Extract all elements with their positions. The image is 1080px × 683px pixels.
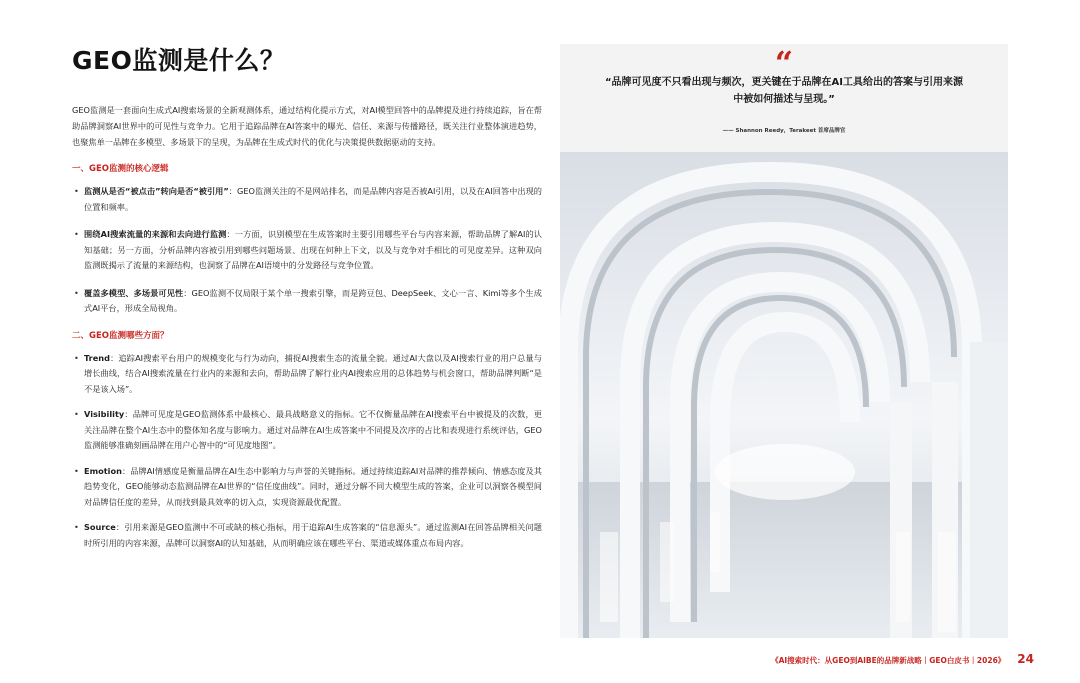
bullet-item <box>72 184 542 215</box>
monitoring-aspects-list <box>72 351 542 552</box>
section-heading-monitoring-aspects: 二、GEO监测哪些方面？ <box>72 330 169 341</box>
main-column <box>72 44 542 561</box>
bullet-item-emotion <box>72 464 542 511</box>
quote-text: “品牌可见度不只看出现与频次，更关键在于品牌在AI工具给出的答案与引用来源中被如何描述与呈现。” <box>604 77 964 105</box>
bullet-text: ：引用来源是GEO监测中不可或缺的核心指标，用于追踪AI生成答案的“信息源头”。通过监测AI在回答品牌相关问题时所引用的内容来源，品牌可以洞察AI的认知基础，从而明确应该在哪些平台、渠道或媒体重点布局内容。 <box>84 522 542 548</box>
quote-mark-icon: “ <box>774 44 794 82</box>
quote-panel <box>560 44 1008 152</box>
page-title: GEO监测是什么？ <box>72 46 286 75</box>
architecture-photo <box>560 152 1008 638</box>
bullet-item-trend <box>72 351 542 398</box>
bullet-term: Emotion <box>84 465 122 476</box>
bullet-item <box>72 227 542 274</box>
intro-paragraph: GEO监测是一套面向生成式AI搜索场景的全新观测体系，通过结构化提示方式，对AI模型回答中的品牌提及进行持续追踪，旨在帮助品牌洞察AI世界中的可见性与竞争力。它用于追踪品牌在AI答案中的曝光、信任、来源与传播路径，既关注行业整体演进趋势，也聚焦单一品牌在多模型、多场景下的呈现，为品牌在生成式时代的优化与决策提供数据驱动的支持。 <box>72 105 542 147</box>
bullet-term: Visibility <box>84 409 125 419</box>
bullet-text: ：品牌可见度是GEO监测体系中最核心、最具战略意义的指标。它不仅衡量品牌在AI搜索平台中被提及的次数，更关注品牌在整个AI生态中的整体知名度与影响力。通过对品牌在AI生成答案中不同提及次序的占比和表现进行系统评估，GEO监测能够准确刻画品牌在用户心智中的“可见度地图”。 <box>84 409 542 450</box>
arches-illustration <box>560 152 1008 638</box>
footer-publication-title: 《AI搜索时代：从GEO到AIBE的品牌新战略｜GEO白皮书｜2026》 <box>771 656 1006 665</box>
bullet-term: 围绕AI搜索流量的来源和去向进行监测 <box>84 229 227 239</box>
bullet-item-source <box>72 520 542 551</box>
core-logic-list <box>72 184 542 317</box>
bullet-text: ：品牌AI情感度是衡量品牌在AI生态中影响力与声誉的关键指标。通过持续追踪AI对品牌的推荐倾向、情感态度及其趋势变化，GEO能够动态监测品牌在AI世界的“信任度曲线”。同时，通过分解不同大模型生成的答案，企业可以洞察各模型间对品牌信任度的差异，从而找到最具效率的切入点，实现资源最优配置。 <box>84 465 542 507</box>
bullet-item <box>72 286 542 317</box>
bullet-term: 监测从是否“被点击”转向是否“被引用” <box>84 186 229 196</box>
page-footer <box>771 652 1034 666</box>
bullet-text: ：一方面，识别模型在生成答案时主要引用哪些平台与内容来源，帮助品牌了解AI的认知基础；另一方面，分析品牌内容被引用到哪些问题场景、出现在何种上下文，以及与竞争对手相比的可见度差异。这种双向监测既揭示了流量的来源结构，也洞察了品牌在AI语境中的分发路径与竞争位置。 <box>84 229 542 270</box>
bullet-text: ：追踪AI搜索平台用户的规模变化与行为动向，捕捉AI搜索生态的流量全貌。通过AI大盘以及AI搜索行业的用户总量与增长曲线，结合AI搜索流量在行业内的来源和去向，帮助品牌了解行业内AI搜索应用的总体趋势与机会窗口，帮助品牌判断“是不是该入场”。 <box>84 352 542 394</box>
bullet-text: ：GEO监测关注的不是网站排名，而是品牌内容是否被AI引用，以及在AI回答中出现的位置和频率。 <box>84 186 542 212</box>
bullet-term: 覆盖多模型、多场景可见性 <box>84 287 184 298</box>
quote-author: —— Shannon Reedy，Terakeet 首席品牌官 <box>722 128 846 134</box>
bullet-term: Trend <box>84 352 110 363</box>
bullet-item-visibility <box>72 407 542 454</box>
section-heading-core-logic: 一、GEO监测的核心逻辑 <box>72 164 169 174</box>
bullet-term: Source <box>84 522 116 532</box>
bullet-text: ：GEO监测不仅局限于某个单一搜索引擎，而是跨豆包、DeepSeek、文心一言、Kimi等多个生成式AI平台，形成全局视角。 <box>84 287 542 313</box>
page-number: 24 <box>1017 652 1034 666</box>
